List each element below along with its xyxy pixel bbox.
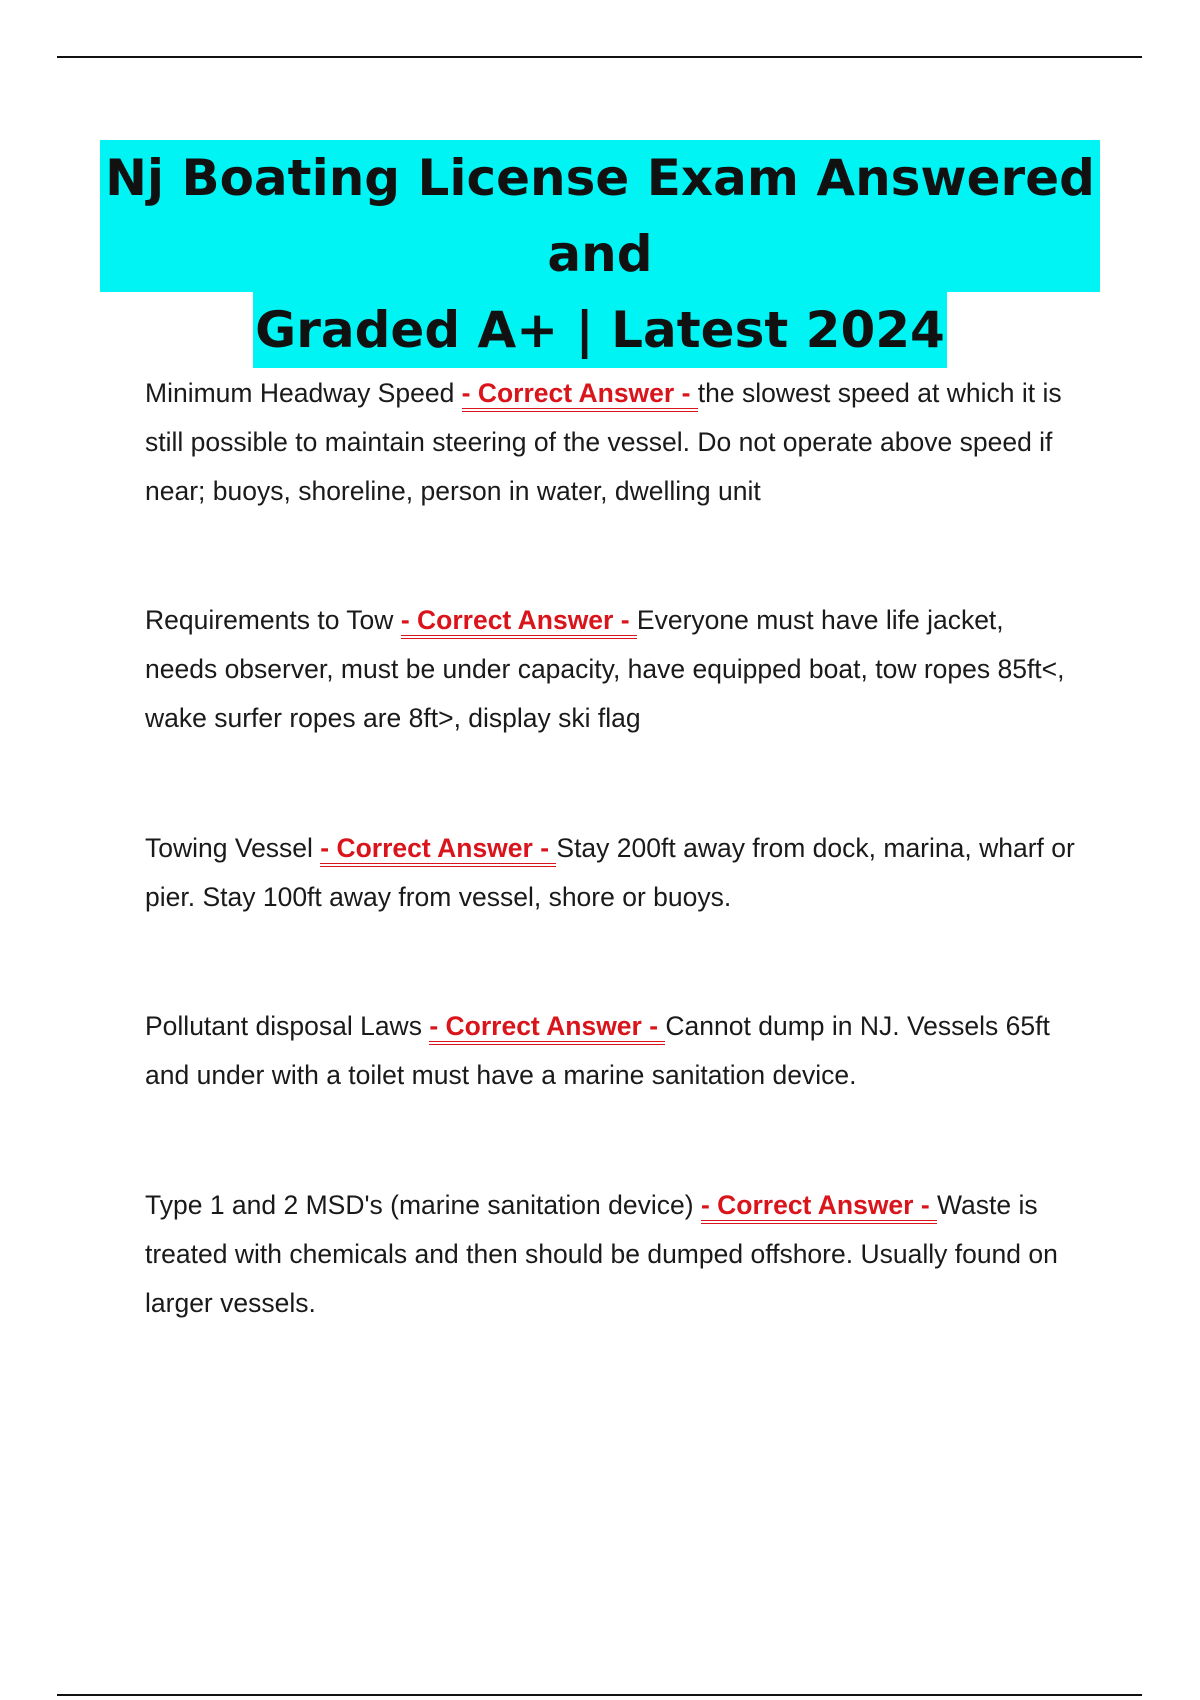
correct-answer-marker: - Correct Answer - xyxy=(320,833,556,867)
qa-entry-pollutant-disposal-laws xyxy=(145,1002,1075,1100)
correct-answer-marker: - Correct Answer - xyxy=(401,605,637,639)
qa-entry-towing-vessel xyxy=(145,824,1075,922)
qa-term: Pollutant disposal Laws xyxy=(145,1011,430,1041)
qa-term: Type 1 and 2 MSD's (marine sanitation device) xyxy=(145,1190,701,1220)
top-divider xyxy=(57,56,1142,58)
qa-answer: Stay 200ft away from dock, marina, wharf or pier. Stay 100ft away from vessel, shore or buoys. xyxy=(145,833,1075,912)
correct-answer-marker: - Correct Answer - xyxy=(701,1190,937,1224)
qa-answer: the slowest speed at which it is still possible to maintain steering of the vessel. Do not operate above speed if near; buoys, shoreline, person in water, dwelling unit xyxy=(145,378,1062,506)
correct-answer-marker: - Correct Answer - xyxy=(429,1011,665,1045)
title-line-1: Nj Boating License Exam Answered and xyxy=(100,140,1100,292)
title-line-2: Graded A+ | Latest 2024 xyxy=(253,292,947,368)
qa-term: Requirements to Tow xyxy=(145,605,401,635)
correct-answer-marker: - Correct Answer - xyxy=(462,378,698,412)
qa-answer: Cannot dump in NJ. Vessels 65ft and under with a toilet must have a marine sanitation device. xyxy=(145,1011,1050,1090)
bottom-divider xyxy=(57,1694,1142,1696)
qa-answer: Everyone must have life jacket, needs observer, must be under capacity, have equipped boat, tow ropes 85ft<, wake surfer ropes are 8ft>, display ski flag xyxy=(145,605,1065,733)
qa-entry-requirements-to-tow xyxy=(145,596,1075,743)
qa-entry-minimum-headway-speed xyxy=(145,369,1075,516)
document-title xyxy=(100,140,1100,368)
qa-answer: Waste is treated with chemicals and then should be dumped offshore. Usually found on larger vessels. xyxy=(145,1190,1058,1318)
qa-term: Towing Vessel xyxy=(145,833,321,863)
qa-entry-type-1-and-2-msds xyxy=(145,1181,1075,1328)
qa-term: Minimum Headway Speed xyxy=(145,378,462,408)
